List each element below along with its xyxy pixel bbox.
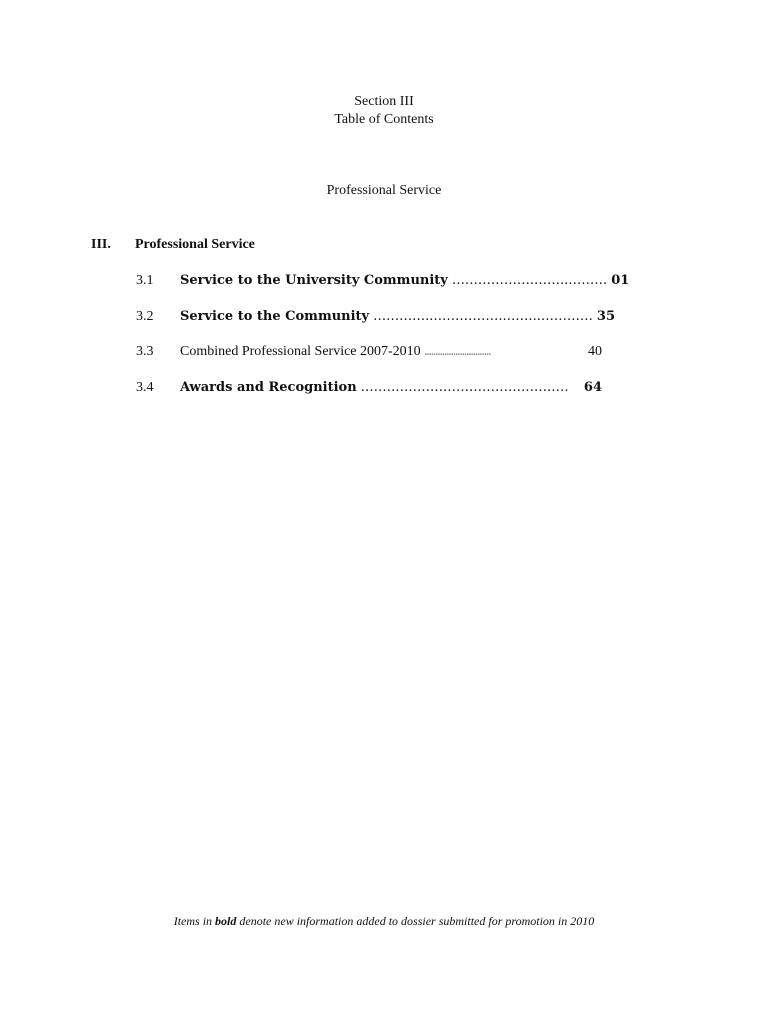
toc-entry-leader: ……………….……..……… — [451, 273, 608, 288]
footnote-suffix: denote new information added to dossier submitted for promotion in 2010 — [236, 914, 595, 928]
toc-entry-number: 3.2 — [136, 309, 154, 324]
section-number: III. — [91, 237, 111, 252]
footnote — [0, 913, 768, 929]
subject-title: Professional Service — [326, 183, 442, 198]
toc-entry — [136, 308, 615, 326]
section-heading — [91, 236, 255, 254]
toc-entry-number: 3.1 — [136, 273, 154, 288]
section-label: Section III — [354, 94, 414, 109]
toc-entry-page: 01 — [611, 273, 630, 288]
toc-entry — [136, 379, 602, 397]
toc-entry-title: Combined Professional Service 2007-2010 — [180, 344, 421, 359]
toc-entry-leader: ………………………… — [424, 345, 491, 358]
toc-entry-title: Service to the University Community — [180, 273, 448, 288]
toc-entry-title: Awards and Recognition — [180, 380, 357, 395]
toc-entry — [136, 343, 602, 361]
footnote-bold-word: bold — [215, 914, 237, 928]
toc-entry-page: 40 — [588, 344, 602, 359]
footnote-prefix: Items in — [173, 914, 216, 928]
toc-entry-leader: ………………………………………… — [360, 380, 569, 395]
toc-entry-title: Service to the Community — [180, 309, 370, 324]
toc-entry-number: 3.3 — [136, 344, 154, 359]
toc-entry — [136, 272, 630, 290]
toc-label: Table of Contents — [334, 112, 434, 127]
toc-entry-page: 35 — [596, 309, 615, 324]
section-title: Professional Service — [135, 237, 255, 252]
toc-entry-number: 3.4 — [136, 380, 154, 395]
toc-entry-leader: …………..……………..……..………… — [373, 309, 593, 324]
toc-entry-page: 64 — [583, 380, 602, 395]
